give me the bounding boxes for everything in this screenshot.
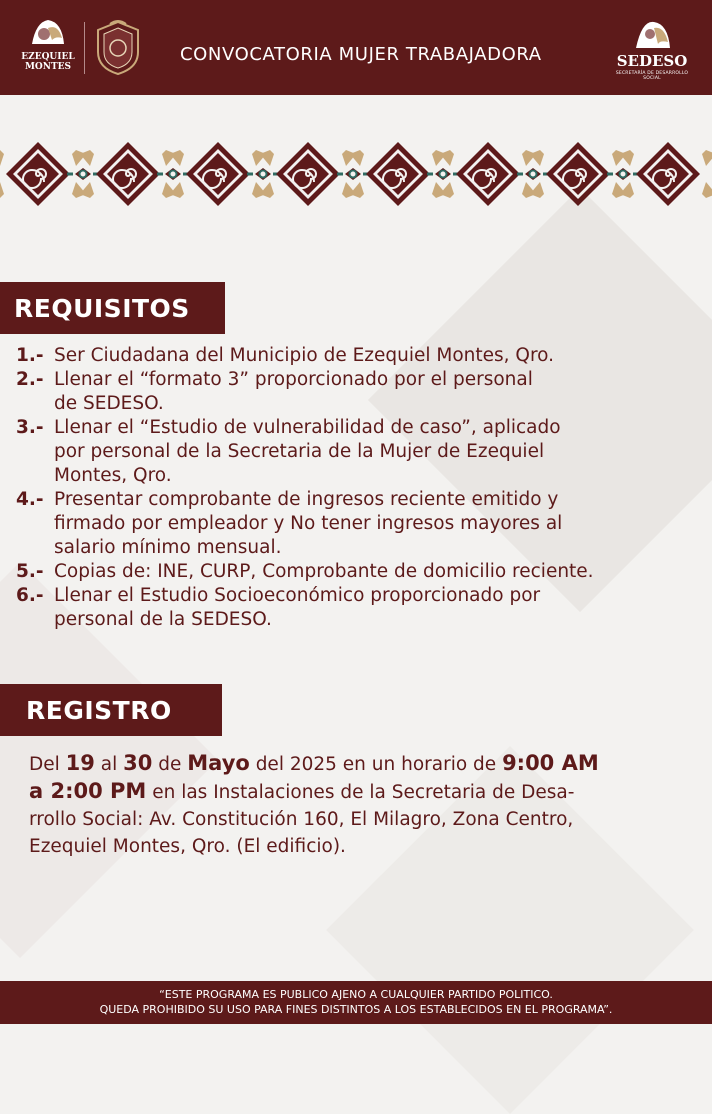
pattern-dot: [530, 171, 537, 178]
requisito-number: 1.-: [16, 345, 44, 366]
page-title: CONVOCATORIA MUJER TRABAJADORA: [180, 44, 542, 65]
requisito-item: [16, 560, 696, 584]
requisito-text: Llenar el “Estudio de vulnerabilidad de caso”, aplicado: [54, 417, 561, 438]
requisito-text: personal de la SEDESO.: [54, 609, 272, 630]
requisitos-list: [16, 344, 696, 632]
pattern-bar: [157, 173, 163, 176]
pattern-bar: [607, 173, 613, 176]
pattern-dot: [620, 171, 627, 178]
pattern-bar: [427, 173, 433, 176]
end-time: a 2:00 PM: [29, 779, 147, 803]
requisitos-heading: REQUISITOS: [0, 282, 225, 334]
requisito-number: 3.-: [16, 417, 44, 438]
requisito-number: 4.-: [16, 489, 44, 510]
pattern-chevron: [702, 182, 712, 198]
requisito-text: por personal de la Secretaria de la Mujer de Ezequiel: [54, 441, 545, 462]
requisito-text: Llenar el Estudio Socioeconómico proporcionado por: [54, 585, 541, 606]
registro-heading: REGISTRO: [0, 684, 222, 736]
footer-disclaimer: [0, 981, 712, 1024]
requisito-item: [16, 488, 696, 560]
requisito-number: 6.-: [16, 585, 44, 606]
requisito-text: Ser Ciudadana del Municipio de Ezequiel Montes, Qro.: [54, 345, 555, 366]
municipal-seal-icon: [92, 18, 144, 78]
start-time: 9:00 AM: [502, 751, 599, 775]
footer-line-2: QUEDA PROHIBIDO SU USO PARA FINES DISTINTOS A LOS ESTABLECIDOS EN EL PROGRAMA”.: [99, 1003, 613, 1016]
start-day: 19: [65, 751, 95, 775]
pattern-dot: [350, 171, 357, 178]
pattern-chevron: [0, 150, 4, 166]
sedeso-logo-subtitle: SECRETARÍA DE DESARROLLO SOCIAL: [615, 71, 689, 81]
requisito-text: salario mínimo mensual.: [54, 537, 282, 558]
footer-line-1: “ESTE PROGRAMA ES PUBLICO AJENO A CUALQUIER PARTIDO POLITICO.: [159, 988, 553, 1001]
pattern-dot: [440, 171, 447, 178]
requisito-number: 5.-: [16, 561, 44, 582]
requisito-item: [16, 344, 696, 368]
pattern-bar: [67, 173, 73, 176]
decorative-border-pattern: [0, 138, 712, 210]
requisito-text: firmado por empleador y No tener ingresos mayores al: [54, 513, 563, 534]
requisito-text: Presentar comprobante de ingresos reciente emitido y: [54, 489, 559, 510]
pattern-bar: [337, 173, 343, 176]
sedeso-logo-text: SEDESO: [616, 52, 688, 70]
ezequiel-montes-logo-text: EZEQUIEL MONTES: [21, 52, 75, 72]
requisito-text: Montes, Qro.: [54, 465, 172, 486]
requisito-text: de SEDESO.: [54, 393, 164, 414]
requisito-text: Llenar el “formato 3” proporcionado por el personal: [54, 369, 533, 390]
header-bar: [0, 0, 712, 95]
requisito-text: Copias de: INE, CURP, Comprobante de domicilio reciente.: [54, 561, 594, 582]
pattern-bar: [517, 173, 523, 176]
month: Mayo: [187, 751, 250, 775]
requisito-number: 2.-: [16, 369, 44, 390]
pattern-bar: [247, 173, 253, 176]
pattern-dot: [170, 171, 177, 178]
pattern-chevron: [0, 182, 4, 198]
pattern-dot: [260, 171, 267, 178]
end-day: 30: [123, 751, 153, 775]
pattern-chevron: [702, 150, 712, 166]
requisito-item: [16, 416, 696, 488]
requisito-item: [16, 368, 696, 416]
pattern-dot: [80, 171, 87, 178]
requisito-item: [16, 584, 696, 632]
registro-text: Del 19 al 30 de Mayo del 2025 en un horario de 9:00 AM a 2:00 PM en las Instalaciones de la Secretaria de Desa- rrollo Social: Av. Constitución 160, El Milagro, Zona Centro, Ezequiel Montes, Qro. (El edificio).: [29, 751, 599, 857]
header-divider: [84, 22, 85, 74]
